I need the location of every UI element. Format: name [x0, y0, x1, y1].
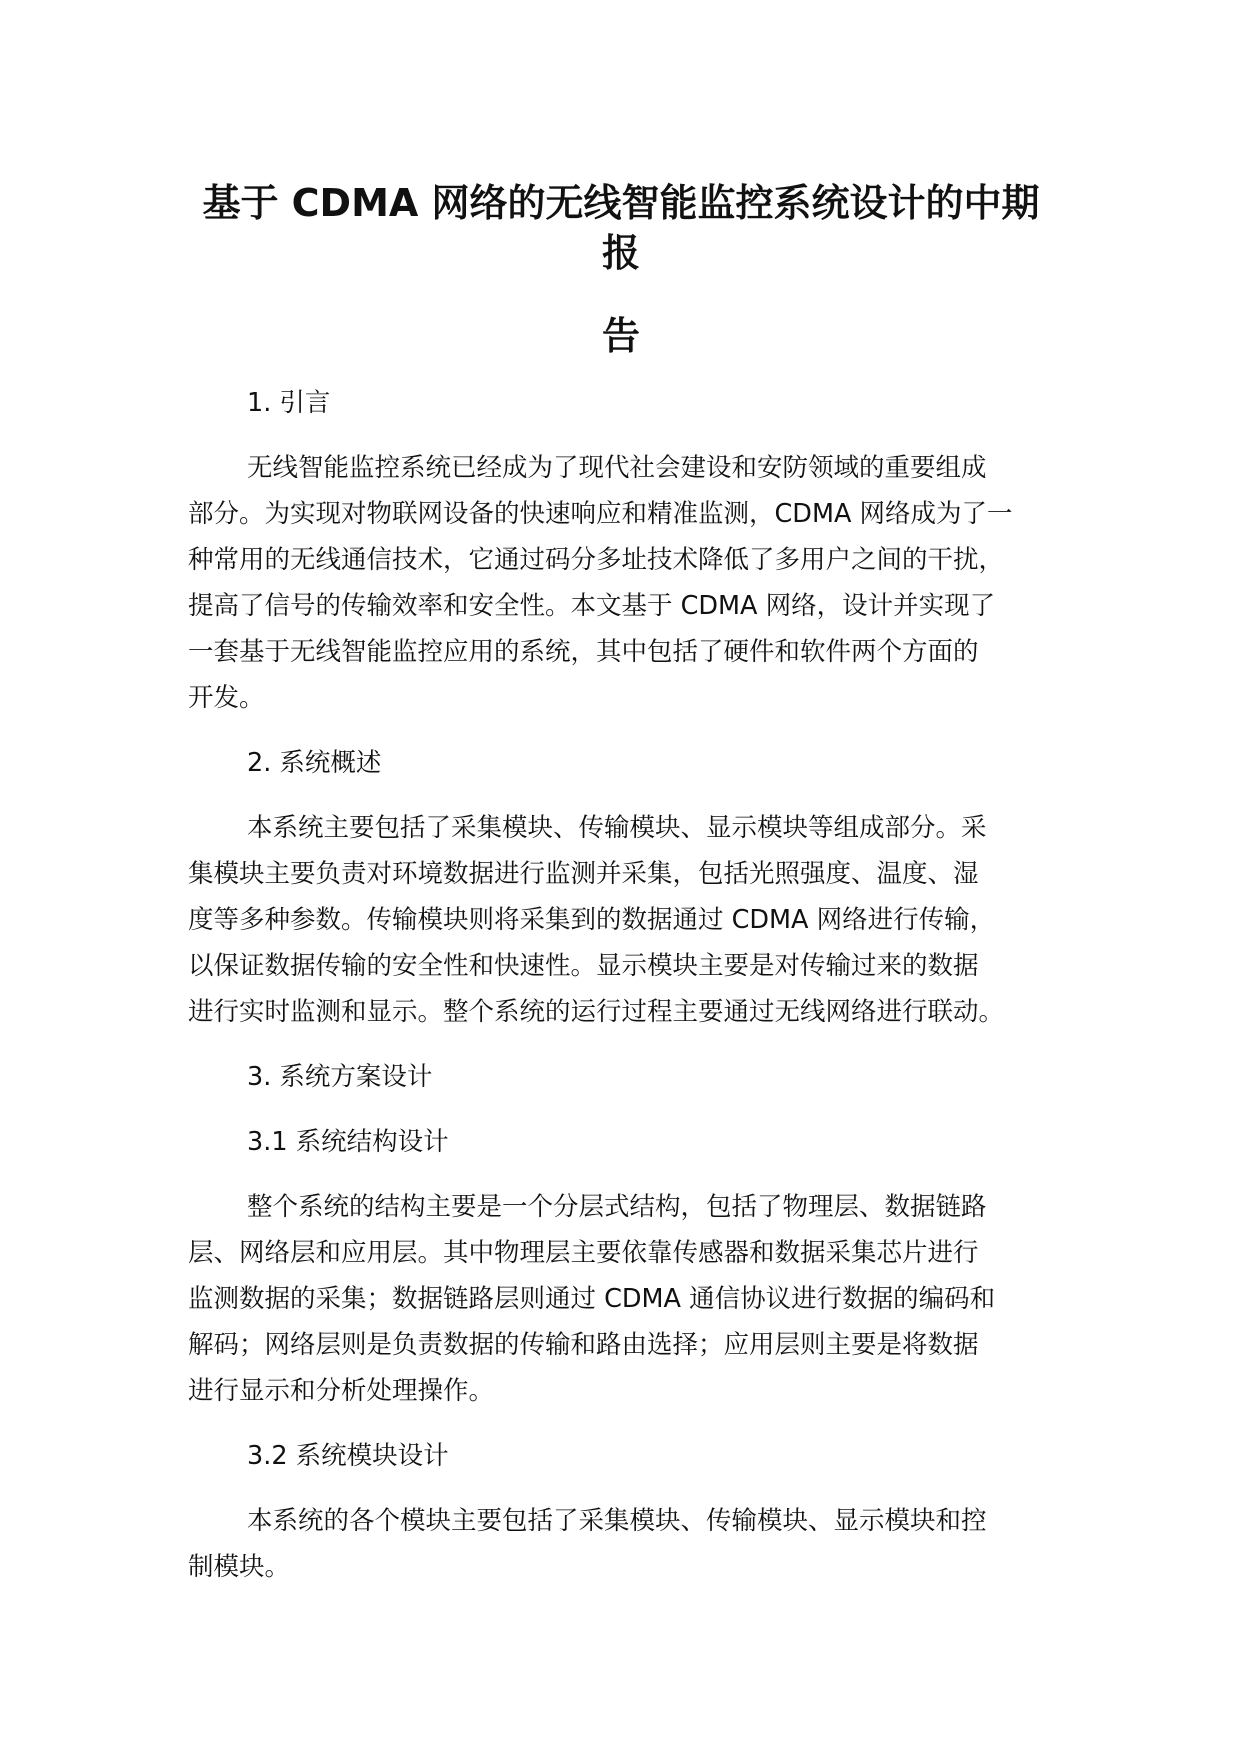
paragraph-line: 种常用的无线通信技术，它通过码分多址技术降低了多用户之间的干扰，: [188, 545, 1005, 575]
paragraph-structure-design: [188, 1184, 1078, 1414]
paragraph-introduction: [188, 445, 1078, 721]
title-line-2: 告: [601, 314, 640, 358]
paragraph-line: 解码；网络层则是负责数据的传输和路由选择；应用层则主要是将数据: [188, 1330, 979, 1360]
paragraph-line: 集模块主要负责对环境数据进行监测并采集，包括光照强度、温度、湿: [188, 859, 979, 889]
paragraph-line: 一套基于无线智能监控应用的系统，其中包括了硬件和软件两个方面的: [188, 637, 979, 667]
paragraph-line: 层、网络层和应用层。其中物理层主要依靠传感器和数据采集芯片进行: [188, 1238, 979, 1268]
section-heading-system-design: 3. 系统方案设计: [247, 1062, 433, 1092]
paragraph-line: 本系统的各个模块主要包括了采集模块、传输模块、显示模块和控: [247, 1506, 987, 1536]
title-line-1: 基于 CDMA 网络的无线智能监控系统设计的中期报: [202, 181, 1040, 275]
subsection-heading-module-design: 3.2 系统模块设计: [247, 1441, 449, 1471]
paragraph-line: 本系统主要包括了采集模块、传输模块、显示模块等组成部分。采: [247, 813, 987, 843]
paragraph-line: 开发。: [188, 683, 265, 713]
paragraph-system-overview: [188, 805, 1078, 1035]
paragraph-line: 提高了信号的传输效率和安全性。本文基于 CDMA 网络，设计并实现了: [188, 591, 996, 621]
paragraph-line: 度等多种参数。传输模块则将采集到的数据通过 CDMA 网络进行传输，: [188, 905, 996, 935]
paragraph-line: 进行显示和分析处理操作。: [188, 1376, 495, 1406]
paragraph-line: 监测数据的采集；数据链路层则通过 CDMA 通信协议进行数据的编码和: [188, 1284, 996, 1314]
document-title: [190, 178, 1052, 361]
section-heading-system-overview: 2. 系统概述: [247, 748, 382, 778]
section-heading-introduction: 1. 引言: [247, 388, 331, 418]
subsection-heading-structure-design: 3.1 系统结构设计: [247, 1127, 449, 1157]
paragraph-line: 整个系统的结构主要是一个分层式结构，包括了物理层、数据链路: [247, 1192, 987, 1222]
paragraph-line: 无线智能监控系统已经成为了现代社会建设和安防领域的重要组成: [247, 453, 987, 483]
paragraph-line: 制模块。: [188, 1552, 291, 1582]
paragraph-module-design: [188, 1498, 1078, 1590]
paragraph-line: 部分。为实现对物联网设备的快速响应和精准监测，CDMA 网络成为了一: [188, 499, 1013, 529]
paragraph-line: 进行实时监测和显示。整个系统的运行过程主要通过无线网络进行联动。: [188, 997, 1005, 1027]
document-body: [188, 380, 1078, 1590]
paragraph-line: 以保证数据传输的安全性和快速性。显示模块主要是对传输过来的数据: [188, 951, 979, 981]
